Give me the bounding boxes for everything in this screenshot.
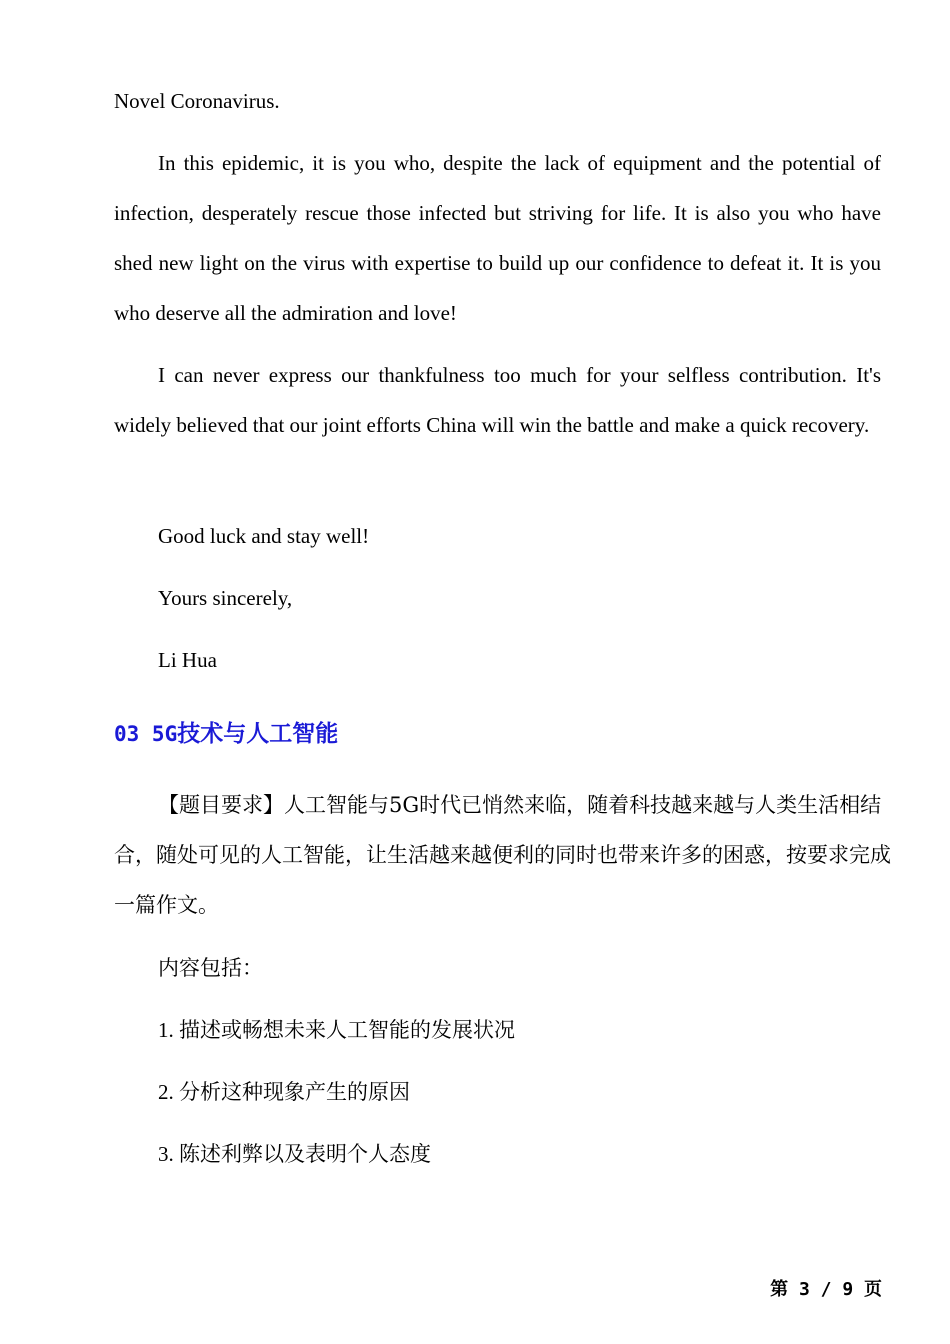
- content-label: 内容包括：: [158, 956, 263, 980]
- requirement-paragraph: 【题目要求】人工智能与5G时代已悄然来临，随着科技越来越与人类生活相结合，随处可见的人工智能，让生活越来越便利的同时也带来许多的困惑，按要求完成一篇作文。: [114, 793, 891, 917]
- list-item: 2. 分析这种现象产生的原因: [158, 1080, 410, 1104]
- closing-good-luck: Good luck and stay well!: [158, 524, 370, 548]
- section-number: 03 5G: [114, 722, 178, 746]
- paragraph-thankfulness: I can never express our thankfulness too much for your selfless contribution. It's widely believed that our joint efforts China will win the battle and make a quick recovery.: [114, 363, 881, 437]
- paragraph-epidemic: In this epidemic, it is you who, despite the lack of equipment and the potential of infection, desperately rescue those infected but striving for life. It is also you who have shed new light on the virus with expertise to build up our confidence to defeat it. It is you who deserve all the admiration and love!: [114, 151, 881, 325]
- section-heading: [114, 716, 338, 752]
- list-item: 1. 描述或畅想未来人工智能的发展状况: [158, 1018, 515, 1042]
- section-title: 技术与人工智能: [177, 721, 339, 747]
- list-item: 3. 陈述利弊以及表明个人态度: [158, 1142, 431, 1166]
- page-number: 第 3 / 9 页: [770, 1279, 882, 1300]
- paragraph-opening-line: Novel Coronavirus.: [114, 89, 280, 113]
- closing-yours-sincerely: Yours sincerely,: [158, 586, 293, 610]
- signature: Li Hua: [158, 648, 217, 672]
